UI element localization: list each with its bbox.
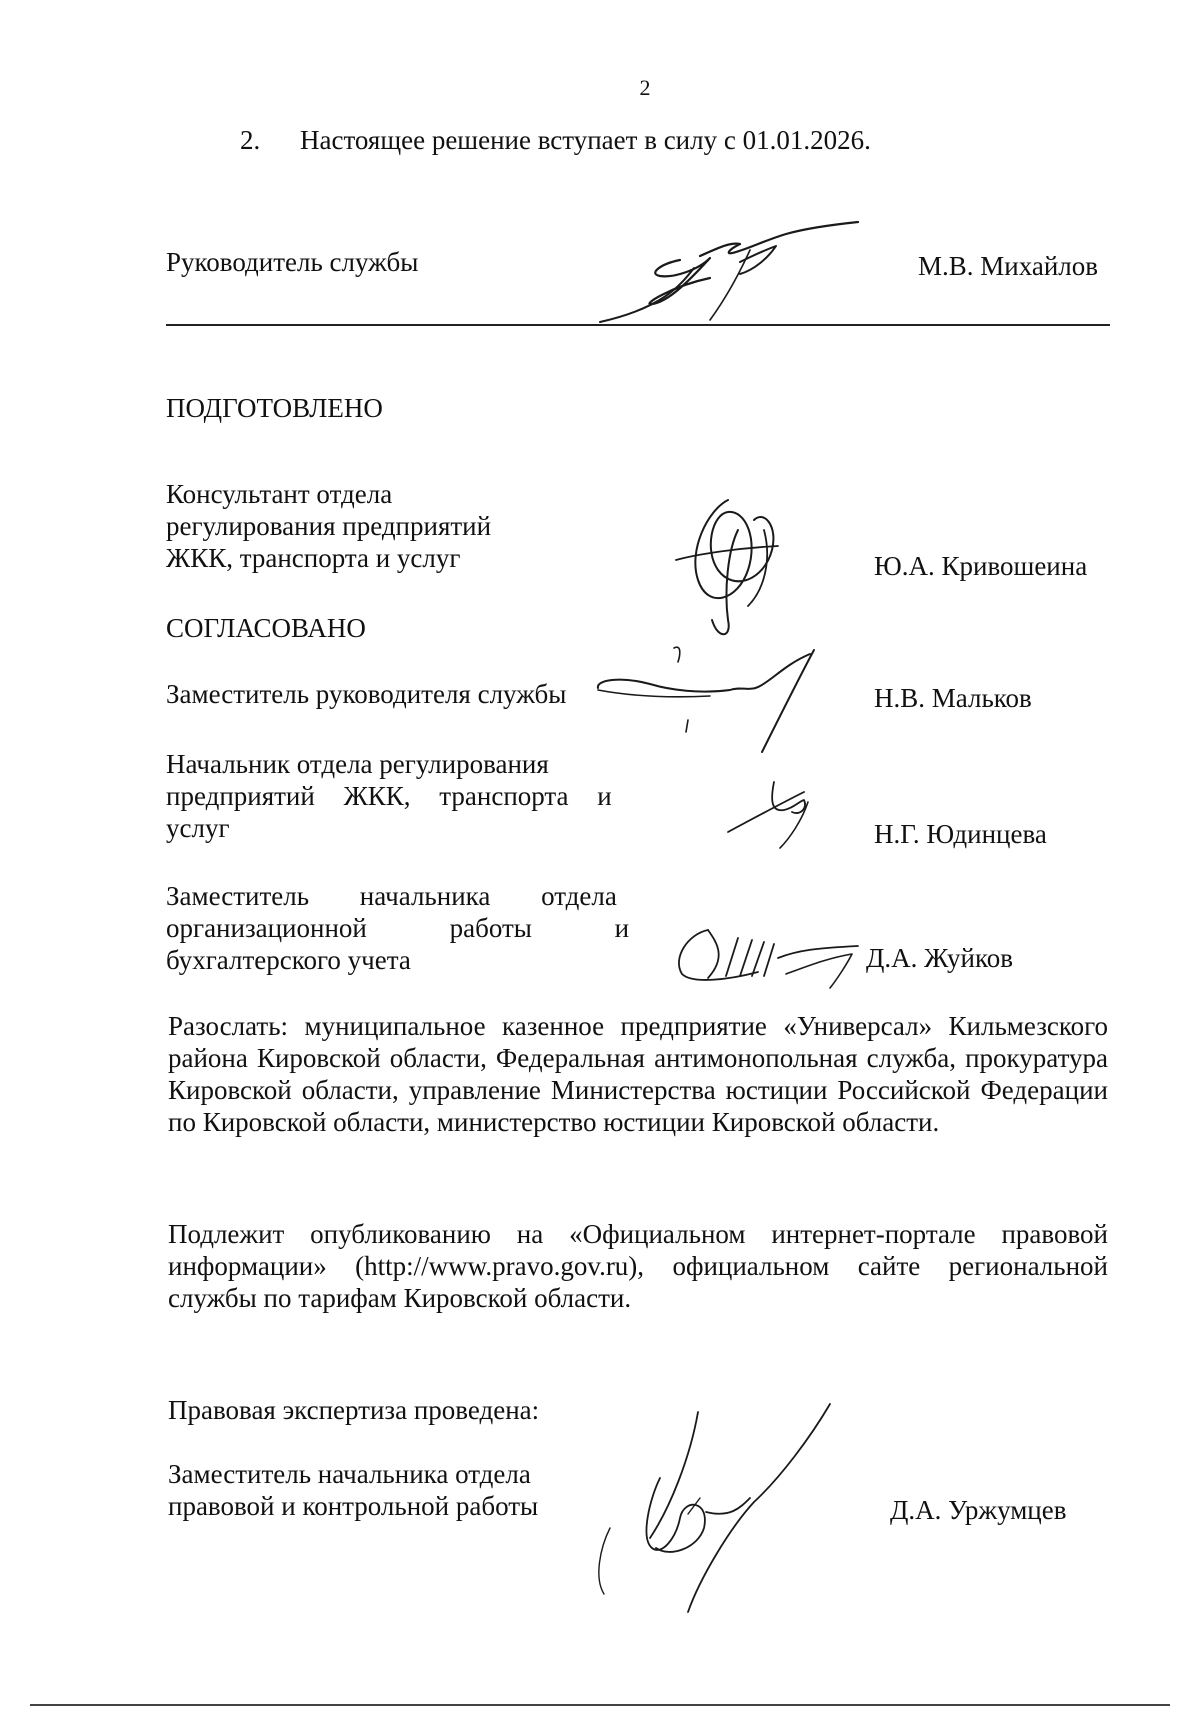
chief-signature: [724, 772, 834, 852]
deputy-chief-line-2: организационной работы и: [166, 913, 630, 943]
chief-line-2: [166, 780, 636, 812]
deputy-signature: [590, 636, 870, 766]
prepared-position: [166, 478, 491, 574]
prepared-name: Ю.А. Кривошеина: [874, 551, 1088, 581]
legal-line-2: правовой и контрольной работы: [168, 1491, 539, 1521]
prepared-heading: ПОДГОТОВЛЕНО: [166, 393, 383, 423]
legal-line-1: Заместитель начальника отдела: [168, 1459, 531, 1489]
deputy-name: Н.В. Мальков: [874, 683, 1032, 713]
prepared-line-3: ЖКК, транспорта и услуг: [166, 543, 461, 573]
head-title: Руководитель службы: [166, 247, 419, 277]
deputy-chief-line-1: Заместитель начальника отдела: [166, 881, 617, 911]
prepared-signature: [668, 490, 808, 640]
page-number: 2: [639, 75, 651, 100]
legal-heading: Правовая экспертиза проведена:: [168, 1395, 540, 1425]
deputy-chief-signature: [668, 918, 878, 998]
legal-name: Д.А. Уржумцев: [890, 1495, 1067, 1525]
clause-number: 2.: [240, 125, 261, 155]
deputy-chief-name: Д.А. Жуйков: [866, 943, 1013, 973]
publication-text: Подлежит опубликованию на «Официальном интернет-портале правовой информации» (http://www.pravo.gov.ru), официальном сайте региональной службы по тарифам Кировской области.: [168, 1219, 1108, 1313]
agreed-heading: СОГЛАСОВАНО: [166, 613, 366, 643]
chief-line-2-text: предприятий ЖКК, транспорта и: [166, 781, 612, 811]
chief-position: [166, 748, 636, 844]
deputy-chief-line-3: бухгалтерского учета: [166, 945, 411, 975]
bottom-rule: [30, 1704, 1170, 1706]
distribution-text: Разослать: муниципальное казенное предприятие «Универсал» Кильмезского района Кировской области, Федеральная антимонопольная служба, прокуратура Кировской области, управление Министерства юстиции Российской Федерации по Кировской области, министерство юстиции Кировской области.: [168, 1011, 1108, 1137]
clause-text: Настоящее решение вступает в силу с 01.01.2026.: [300, 125, 871, 155]
head-signature: [590, 212, 890, 332]
deputy-chief-position: [166, 880, 629, 976]
legal-position: [168, 1458, 538, 1522]
head-name: М.В. Михайлов: [918, 251, 1099, 281]
prepared-line-1: Консультант отдела: [166, 479, 393, 509]
chief-line-3: услуг: [166, 813, 230, 843]
prepared-line-2: регулирования предприятий: [166, 511, 492, 541]
chief-name: Н.Г. Юдинцева: [874, 819, 1047, 849]
legal-signature: [580, 1398, 860, 1628]
chief-line-1: Начальник отдела регулирования: [166, 749, 549, 779]
deputy-title: Заместитель руководителя службы: [166, 679, 567, 709]
